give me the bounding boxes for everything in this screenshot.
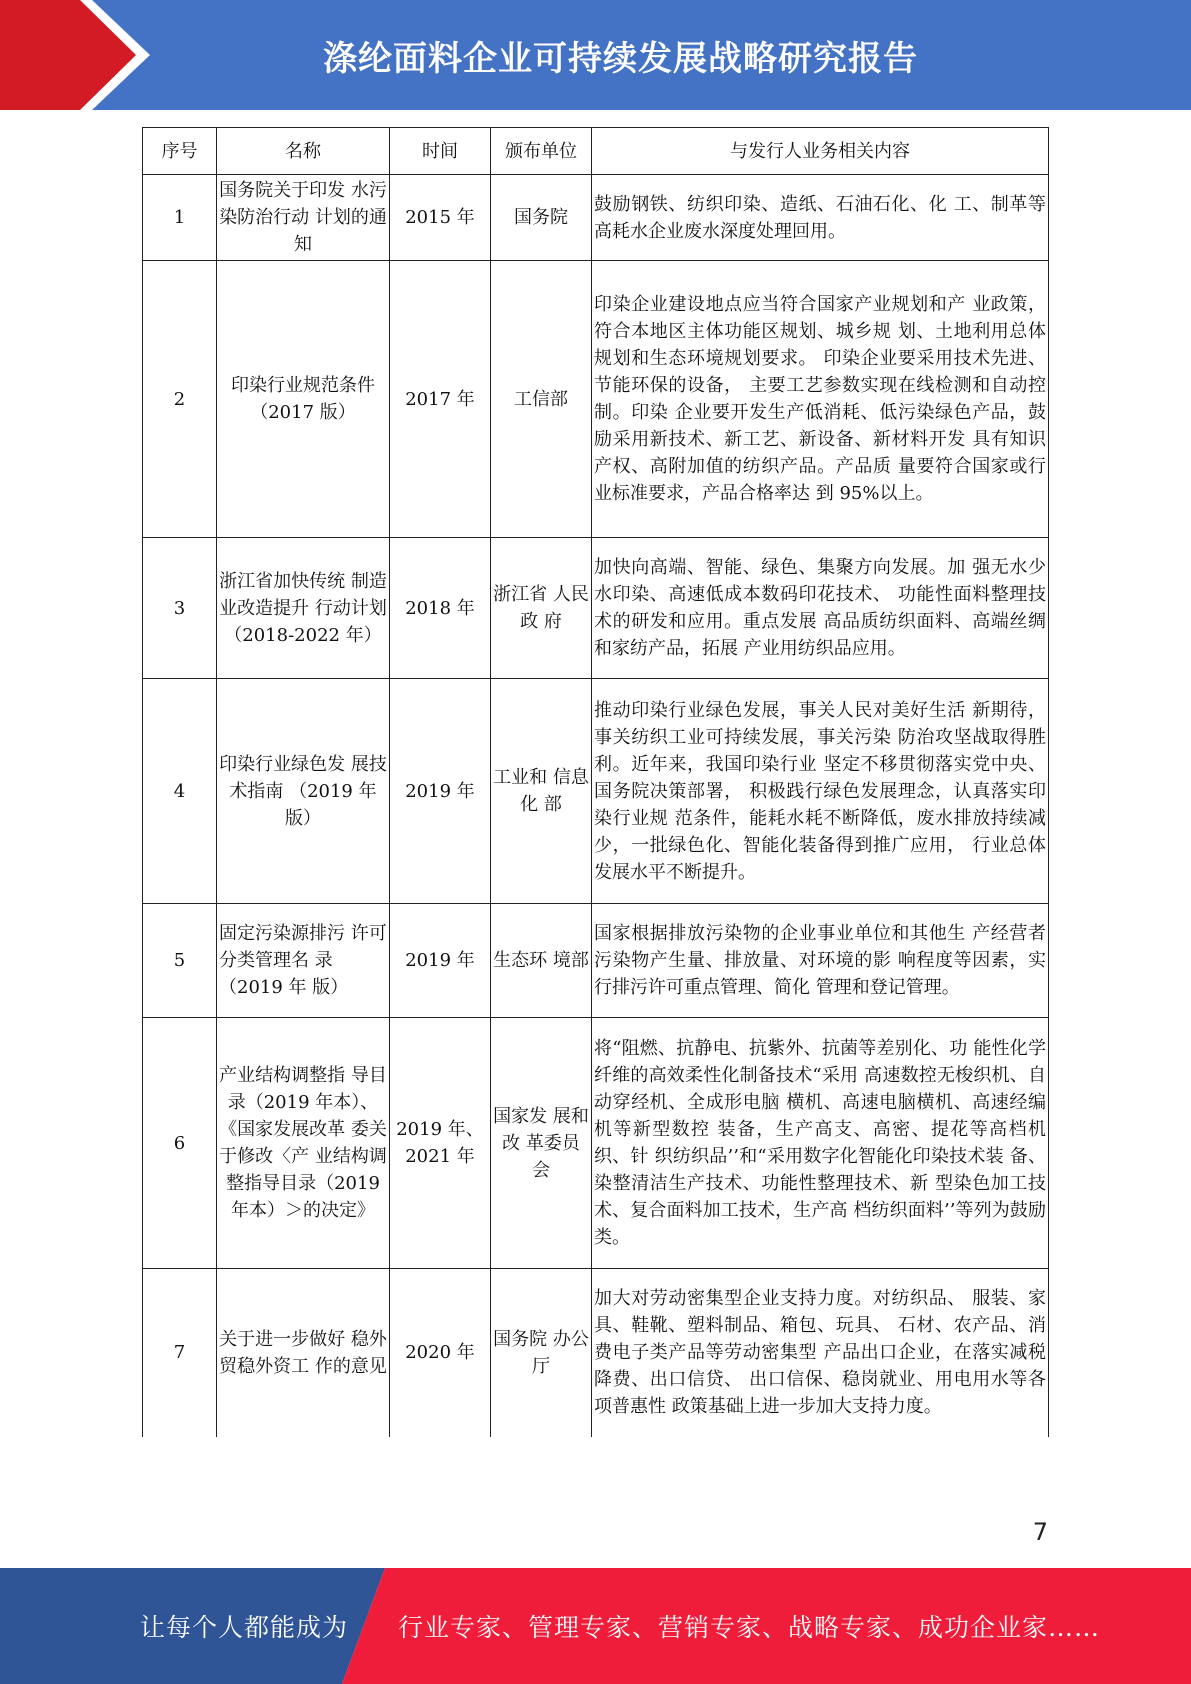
cell-time: 2018 年 <box>390 538 491 679</box>
table-header-row <box>143 128 1049 175</box>
page-header <box>0 0 1191 110</box>
cell-name: 浙江省加快传统 制造业改造提升 行动计划 （2018-2022 年） <box>217 538 390 679</box>
cell-no: 7 <box>143 1269 217 1437</box>
table-row <box>143 1269 1049 1437</box>
cell-issuer: 国务院 办公厅 <box>491 1269 592 1437</box>
cell-time: 2017 年 <box>390 261 491 538</box>
cell-no: 5 <box>143 904 217 1018</box>
table-row <box>143 1018 1049 1269</box>
cell-content: 加快向高端、智能、绿色、集聚方向发展。加 强无水少水印染、高速低成本数码印花技术、 功能性面料整理技术的研发和应用。重点发展 高品质纺织面料、高端丝绸和家纺产品，拓展 产业用纺织品应用。 <box>592 538 1049 679</box>
page-number: 7 <box>1032 1518 1048 1546</box>
cell-name: 国务院关于印发 水污染防治行动 计划的通知 <box>217 175 390 261</box>
cell-issuer: 国家发 展和改 革委员 会 <box>491 1018 592 1269</box>
table-row <box>143 679 1049 904</box>
cell-issuer: 国务院 <box>491 175 592 261</box>
col-header-name: 名称 <box>217 128 390 175</box>
footer-slogan-left: 让每个人都能成为 <box>140 1613 349 1642</box>
cell-name: 关于进一步做好 稳外贸稳外资工 作的意见 <box>217 1269 390 1437</box>
policy-table <box>142 127 1049 1437</box>
cell-name: 印染行业绿色发 展技术指南 （2019 年版） <box>217 679 390 904</box>
cell-name: 固定污染源排污 许可分类管理名 录（2019 年 版） <box>217 904 390 1018</box>
cell-time: 2019 年、2021 年 <box>390 1018 491 1269</box>
col-header-content: 与发行人业务相关内容 <box>592 128 1049 175</box>
table-row <box>143 261 1049 538</box>
page-footer <box>0 1568 1191 1684</box>
cell-issuer: 工信部 <box>491 261 592 538</box>
col-header-issuer: 颁布单位 <box>491 128 592 175</box>
table-row <box>143 904 1049 1018</box>
cell-no: 2 <box>143 261 217 538</box>
cell-content: 印染企业建设地点应当符合国家产业规划和产 业政策，符合本地区主体功能区规划、城乡规 划、土地利用总体规划和生态环境规划要求。 印染企业要采用技术先进、节能环保的设备， 主要工艺参数实现在线检测和自动控制。印染 企业要开发生产低消耗、低污染绿色产品，鼓 励采用新技术、新工艺、新设备、新材料开发 具有知识产权、高附加值的纺织产品。产品质 量要符合国家或行业标准要求，产品合格率达 到 95%以上。 <box>592 261 1049 538</box>
report-title: 涤纶面料企业可持续发展战略研究报告 <box>323 38 918 79</box>
cell-name: 产业结构调整指 导目录（2019 年本）、《国家发展改革 委关于修改〈产 业结构调整指导目录（2019 年本）＞的决定》 <box>217 1018 390 1269</box>
cell-time: 2020 年 <box>390 1269 491 1437</box>
cell-no: 4 <box>143 679 217 904</box>
cell-issuer: 生态环 境部 <box>491 904 592 1018</box>
cell-no: 1 <box>143 175 217 261</box>
cell-time: 2019 年 <box>390 904 491 1018</box>
cell-content: 鼓励钢铁、纺织印染、造纸、石油石化、化 工、制革等高耗水企业废水深度处理回用。 <box>592 175 1049 261</box>
cell-content: 将“阻燃、抗静电、抗紫外、抗菌等差别化、功 能性化学纤维的高效柔性化制备技术“采用 高速数控无梭织机、自动穿经机、全成形电脑 横机、高速电脑横机、高速经编机等新型数控 装备，生产高支、高密、提花等高档机织、针 织纺织品’’和“采用数字化智能化印染技术装 备、染整清洁生产技术、功能性整理技术、新 型染色加工技术、复合面料加工技术，生产高 档纺织面料’’等列为鼓励类。 <box>592 1018 1049 1269</box>
footer-slogan-right: 行业专家、管理专家、营销专家、战略专家、成功企业家…… <box>398 1613 1101 1642</box>
cell-issuer: 工业和 信息化 部 <box>491 679 592 904</box>
cell-content: 国家根据排放污染物的企业事业单位和其他生 产经营者污染物产生量、排放量、对环境的影 响程度等因素，实行排污许可重点管理、简化 管理和登记管理。 <box>592 904 1049 1018</box>
cell-no: 6 <box>143 1018 217 1269</box>
cell-time: 2015 年 <box>390 175 491 261</box>
cell-no: 3 <box>143 538 217 679</box>
cell-content: 推动印染行业绿色发展，事关人民对美好生活 新期待，事关纺织工业可持续发展，事关污染 防治攻坚战取得胜利。近年来，我国印染行业 坚定不移贯彻落实党中央、国务院决策部署， 积极践行绿色发展理念，认真落实印染行业规 范条件，能耗水耗不断降低，废水排放持续减 少，一批绿色化、智能化装备得到推广应用， 行业总体发展水平不断提升。 <box>592 679 1049 904</box>
cell-content: 加大对劳动密集型企业支持力度。对纺织品、 服装、家具、鞋靴、塑料制品、箱包、玩具、 石材、农产品、消费电子类产品等劳动密集型 产品出口企业，在落实减税降费、出口信贷、 出口信保、稳岗就业、用电用水等各项普惠性 政策基础上进一步加大支持力度。 <box>592 1269 1049 1437</box>
col-header-time: 时间 <box>390 128 491 175</box>
table-row <box>143 175 1049 261</box>
col-header-no: 序号 <box>143 128 217 175</box>
cell-time: 2019 年 <box>390 679 491 904</box>
table-row <box>143 538 1049 679</box>
cell-issuer: 浙江省 人民政 府 <box>491 538 592 679</box>
cell-name: 印染行业规范条件（2017 版） <box>217 261 390 538</box>
